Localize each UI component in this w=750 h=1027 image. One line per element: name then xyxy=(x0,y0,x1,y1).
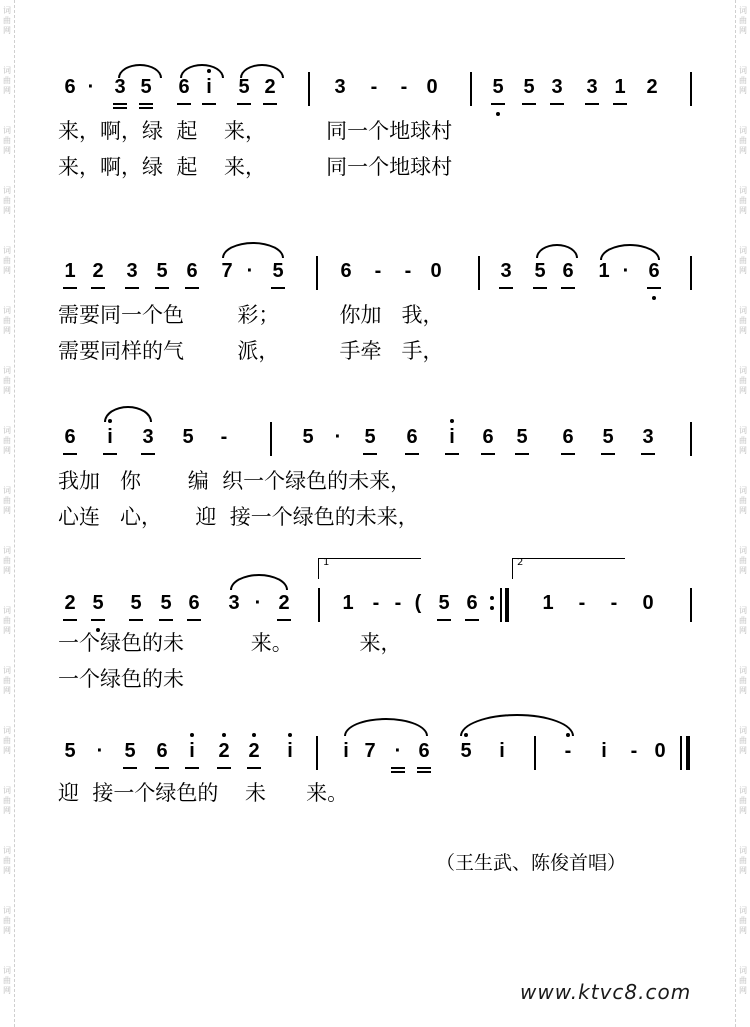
slur xyxy=(460,714,574,736)
note-high: i xyxy=(180,738,204,764)
note: 5 xyxy=(510,424,534,450)
watermark-text: 词 曲 网 xyxy=(3,546,11,575)
note: 5 xyxy=(150,258,174,284)
note: 3 xyxy=(545,74,569,100)
watermark-text: 词 曲 网 xyxy=(3,366,11,395)
note: 3 xyxy=(580,74,604,100)
barline xyxy=(316,736,318,770)
watermark-text: 词 曲 网 xyxy=(739,906,747,935)
dash: i xyxy=(601,740,607,762)
note: 5 xyxy=(118,738,142,764)
watermark-text: 词 曲 网 xyxy=(3,426,11,455)
note: 6 xyxy=(400,424,424,450)
lyric-line-4b: 一个绿色的未 xyxy=(58,667,184,691)
rest: 0 xyxy=(430,260,442,282)
note-high: - xyxy=(556,738,580,764)
note: 1 xyxy=(598,260,610,282)
lyric-line-3a: 我加 你 编 织一个绿色的未来， xyxy=(58,469,412,493)
watermark-text: 词 曲 网 xyxy=(739,486,747,515)
slur xyxy=(222,242,284,258)
note: 2 xyxy=(272,590,296,616)
note: 6 xyxy=(58,424,82,450)
slur xyxy=(118,64,162,78)
barline xyxy=(318,588,320,622)
note: 3 xyxy=(334,76,346,98)
watermark-text: 词 曲 网 xyxy=(3,6,11,35)
watermark-text: 词 曲 网 xyxy=(739,126,747,155)
barline xyxy=(478,256,480,290)
note: 6 xyxy=(556,258,580,284)
note: · xyxy=(386,738,410,764)
note: 5 xyxy=(134,74,158,100)
rest: 0 xyxy=(654,740,666,762)
watermark-text: 词 曲 网 xyxy=(739,426,747,455)
barline xyxy=(690,72,692,106)
rest: 0 xyxy=(426,76,438,98)
barline xyxy=(270,422,272,456)
note: 5 xyxy=(266,258,290,284)
dash: - xyxy=(370,76,378,98)
barline xyxy=(470,72,472,106)
watermark-text: 词 曲 网 xyxy=(739,6,747,35)
watermark-text: 词 曲 网 xyxy=(3,846,11,875)
note-high: i xyxy=(440,424,464,450)
watermark-text: 词 曲 网 xyxy=(739,366,747,395)
watermark-text: 词 曲 网 xyxy=(3,306,11,335)
watermark-text: 词 曲 网 xyxy=(739,786,747,815)
note: 2 xyxy=(58,590,82,616)
note: 3 xyxy=(136,424,160,450)
notes-row-3 xyxy=(0,420,750,460)
lyric-line-1a: 来，啊，绿 起 来， 同一个地球村 xyxy=(58,119,453,143)
repeat-barline xyxy=(505,588,509,622)
watermark-text: 词 曲 网 xyxy=(3,486,11,515)
slur xyxy=(536,244,578,258)
note-dot: 7 xyxy=(364,740,376,762)
barline xyxy=(534,736,536,770)
slur xyxy=(104,406,152,422)
watermark-text: 词 曲 网 xyxy=(739,546,747,575)
note: 5 xyxy=(64,740,76,762)
note: 6 xyxy=(172,74,196,100)
note: 3 xyxy=(120,258,144,284)
rest: - xyxy=(630,740,638,762)
note: i xyxy=(343,740,349,762)
lyric-line-5: 迎 接一个绿色的 未 来。 xyxy=(58,781,349,805)
lyric-line-1b: 来，啊，绿 起 来， 同一个地球村 xyxy=(58,155,453,179)
note-dot: · xyxy=(87,76,95,98)
note: 6 xyxy=(642,258,666,284)
watermark-text: 词 曲 网 xyxy=(739,246,747,275)
note: 5 xyxy=(432,590,456,616)
note-dot: · xyxy=(622,260,630,282)
note: 6 xyxy=(476,424,500,450)
notes-row-5 xyxy=(0,734,750,774)
note: 5 xyxy=(486,74,510,100)
watermark-text: 词 曲 网 xyxy=(3,666,11,695)
note-dot: · xyxy=(334,426,342,448)
watermark-text: 词 曲 网 xyxy=(3,966,11,995)
watermark-text: 词 曲 网 xyxy=(739,726,747,755)
watermark-text: 词 曲 网 xyxy=(739,966,747,995)
watermark-text: 词 曲 网 xyxy=(3,186,11,215)
note: 5 xyxy=(528,258,552,284)
watermark-text: 词 曲 网 xyxy=(739,66,747,95)
note-high: i xyxy=(98,424,122,450)
lyric-line-2a: 需要同一个色 彩； 你加 我， xyxy=(58,303,444,327)
note: 3 xyxy=(228,592,240,614)
left-watermark-strip xyxy=(0,0,15,1027)
dash: - xyxy=(610,592,618,614)
barline xyxy=(690,422,692,456)
dash: - xyxy=(400,76,408,98)
lyric-line-2b: 需要同样的气 派， 手牵 手， xyxy=(58,339,444,363)
note: 5 xyxy=(596,424,620,450)
note: 1 xyxy=(608,74,632,100)
note: 5 xyxy=(302,426,314,448)
note: 5 xyxy=(358,424,382,450)
slur xyxy=(240,64,284,78)
watermark-text: 词 曲 网 xyxy=(3,726,11,755)
watermark-text: 词 曲 网 xyxy=(739,666,747,695)
note: 6 xyxy=(460,590,484,616)
watermark-text: 词 曲 网 xyxy=(739,306,747,335)
note: 2 xyxy=(86,258,110,284)
note: 5 xyxy=(124,590,148,616)
note: 6 xyxy=(180,258,204,284)
note: 1 xyxy=(58,258,82,284)
watermark-text: 词 曲 网 xyxy=(3,606,11,635)
note: 5 xyxy=(232,74,256,100)
note: 1 xyxy=(342,592,354,614)
note-dot: · xyxy=(254,592,262,614)
note: 5 xyxy=(154,590,178,616)
slur xyxy=(180,64,224,78)
note-high: i xyxy=(278,738,302,764)
watermark-text: 词 曲 网 xyxy=(3,786,11,815)
repeat-dots xyxy=(490,590,494,616)
note: 3 xyxy=(108,74,132,100)
second-ending-bracket: 2 xyxy=(512,558,625,579)
note: 5 xyxy=(86,590,110,616)
note-high: 2 xyxy=(212,738,236,764)
final-barline-thin xyxy=(680,736,682,770)
note: 6 xyxy=(340,260,352,282)
note-high: 5 xyxy=(454,738,478,764)
watermark-text: 词 曲 网 xyxy=(3,906,11,935)
site-watermark: www.ktvc8.com xyxy=(520,980,692,1004)
note: 6 xyxy=(64,76,76,98)
dash: - xyxy=(220,426,228,448)
note: 6 xyxy=(556,424,580,450)
barline xyxy=(500,588,502,622)
note: 6 xyxy=(182,590,206,616)
note: 5 xyxy=(517,74,541,100)
first-ending-bracket: 1 xyxy=(318,558,421,579)
note: 3 xyxy=(494,258,518,284)
lyric-line-4a: 一个绿色的未 来。 来， xyxy=(58,631,402,655)
slur xyxy=(600,244,660,260)
note-dot: · xyxy=(96,740,104,762)
note: 2 xyxy=(646,76,658,98)
note-high: 2 xyxy=(242,738,266,764)
lyric-line-3b: 心连 心， 迎 接一个绿色的未来， xyxy=(58,505,419,529)
note: 7 xyxy=(221,260,233,282)
note-high: i xyxy=(197,74,221,100)
barline xyxy=(690,588,692,622)
barline xyxy=(316,256,318,290)
barline xyxy=(308,72,310,106)
barline xyxy=(690,256,692,290)
note: 6 xyxy=(150,738,174,764)
dash: - xyxy=(394,592,402,614)
performer-credit: （王生武、陈俊首唱） xyxy=(436,852,627,874)
paren: ( xyxy=(414,592,422,614)
dash: - xyxy=(374,260,382,282)
watermark-text: 词 曲 网 xyxy=(739,846,747,875)
note: 6 xyxy=(412,738,436,764)
slur xyxy=(344,718,428,736)
note: 3 xyxy=(636,424,660,450)
dash: - xyxy=(372,592,380,614)
watermark-text: 词 曲 网 xyxy=(3,66,11,95)
watermark-text: 词 曲 网 xyxy=(739,606,747,635)
right-watermark-strip xyxy=(735,0,750,1027)
note: 2 xyxy=(258,74,282,100)
note-dot: · xyxy=(246,260,254,282)
final-barline-thick xyxy=(686,736,690,770)
dash: - xyxy=(404,260,412,282)
watermark-text: 词 曲 网 xyxy=(3,126,11,155)
notes-row-2 xyxy=(0,254,750,294)
notes-row-1 xyxy=(0,70,750,110)
watermark-text: 词 曲 网 xyxy=(739,186,747,215)
slur xyxy=(230,574,288,590)
rest: 0 xyxy=(642,592,654,614)
dash: i xyxy=(499,740,505,762)
note: 1 xyxy=(542,592,554,614)
dash: - xyxy=(578,592,586,614)
watermark-text: 词 曲 网 xyxy=(3,246,11,275)
note: 5 xyxy=(182,426,194,448)
